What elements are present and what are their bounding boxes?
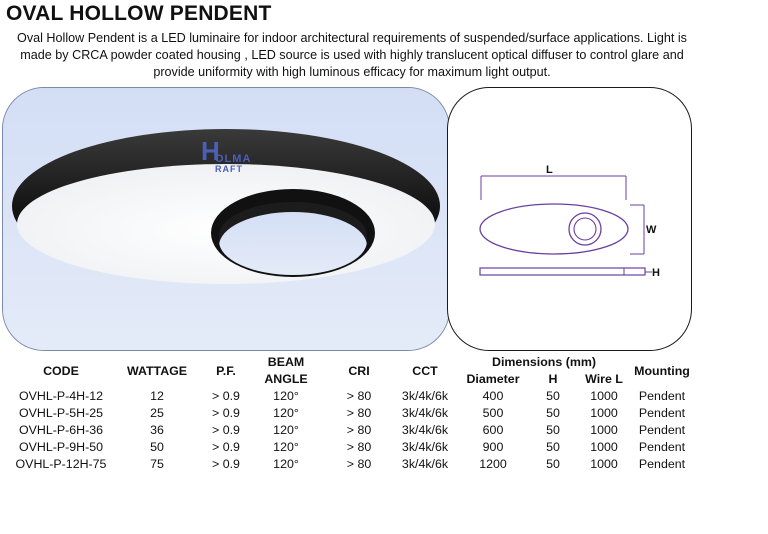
header-mounting: Mounting xyxy=(634,363,690,378)
cell-wattage: 75 xyxy=(150,457,164,471)
cell-pf: > 0.9 xyxy=(212,389,240,403)
cell-wire: 1000 xyxy=(590,389,618,403)
cell-mounting: Pendent xyxy=(638,457,686,471)
page-title: OVAL HOLLOW PENDENT xyxy=(6,2,272,25)
cell-beam: 120° xyxy=(273,423,299,437)
cell-code: OVHL-P-12H-75 xyxy=(15,457,107,471)
cell-beam: 120° xyxy=(273,406,299,420)
header-dimensions: Dimensions (mm) xyxy=(492,355,596,369)
cell-beam: 120° xyxy=(273,457,299,471)
brand-watermark xyxy=(201,136,261,180)
cell-pf: > 0.9 xyxy=(212,406,240,420)
watermark-line1: OLMA xyxy=(215,153,252,165)
dimension-diagram-panel xyxy=(447,87,692,351)
header-cri: CRI xyxy=(348,363,370,378)
table-header-row xyxy=(14,354,694,371)
cell-code: OVHL-P-9H-50 xyxy=(18,440,103,454)
cell-mounting: Pendent xyxy=(638,406,686,420)
dimension-diagram xyxy=(448,88,691,350)
cell-mounting: Pendent xyxy=(638,389,686,403)
cell-h: 50 xyxy=(546,389,560,403)
dim-label-h: H xyxy=(652,267,660,279)
cell-pf: > 0.9 xyxy=(212,440,240,454)
cell-wire: 1000 xyxy=(590,457,618,471)
cell-wire: 1000 xyxy=(590,406,618,420)
cell-h: 50 xyxy=(546,423,560,437)
cell-diameter: 1200 xyxy=(479,457,507,471)
watermark-letter: H xyxy=(201,136,220,166)
cell-h: 50 xyxy=(546,406,560,420)
cell-cct: 3k/4k/6k xyxy=(401,423,449,437)
cell-cri: > 80 xyxy=(346,457,372,471)
product-description: Oval Hollow Pendent is a LED luminaire for indoor architectural requirements of suspended/surface applications. Light is made by CRCA powder coated housing , LED source is used with highly translucent optical diffuser to control glare and provide uniformity with high luminous efficacy for maximum light output. xyxy=(17,31,687,79)
header-code: CODE xyxy=(43,363,79,378)
header-beam-angle xyxy=(246,354,326,388)
cell-diameter: 900 xyxy=(482,440,504,454)
header-h: H xyxy=(548,372,558,386)
cell-h: 50 xyxy=(546,440,560,454)
cell-wattage: 36 xyxy=(150,423,164,437)
cell-cri: > 80 xyxy=(346,423,372,437)
cell-pf: > 0.9 xyxy=(212,423,240,437)
cell-code: OVHL-P-5H-25 xyxy=(18,406,103,420)
cell-wire: 1000 xyxy=(590,440,618,454)
cell-beam: 120° xyxy=(273,440,299,454)
table-row xyxy=(14,405,694,422)
cell-diameter: 400 xyxy=(482,389,504,403)
header-cct: CCT xyxy=(412,363,438,378)
cell-cri: > 80 xyxy=(346,389,372,403)
watermark-line2: RAFT xyxy=(215,164,243,174)
cell-diameter: 600 xyxy=(482,423,504,437)
cell-wattage: 12 xyxy=(150,389,164,403)
header-wire-l: Wire L xyxy=(585,372,623,386)
cell-h: 50 xyxy=(546,457,560,471)
table-row xyxy=(14,439,694,456)
dim-label-w: W xyxy=(646,224,657,236)
dim-label-l: L xyxy=(546,164,553,176)
table-row xyxy=(14,422,694,439)
cell-cri: > 80 xyxy=(346,440,372,454)
cell-wattage: 25 xyxy=(150,406,164,420)
cell-cct: 3k/4k/6k xyxy=(401,440,449,454)
cell-cct: 3k/4k/6k xyxy=(401,457,449,471)
header-diameter: Diameter xyxy=(466,372,520,386)
cell-mounting: Pendent xyxy=(638,440,686,454)
cell-code: OVHL-P-4H-12 xyxy=(18,389,103,403)
cell-mounting: Pendent xyxy=(638,423,686,437)
header-pf: P.F. xyxy=(216,363,236,378)
product-photo xyxy=(3,88,449,350)
header-beam-line2: ANGLE xyxy=(264,372,308,386)
cell-pf: > 0.9 xyxy=(212,457,240,471)
spec-table xyxy=(14,354,694,473)
cell-code: OVHL-P-6H-36 xyxy=(18,423,103,437)
table-row xyxy=(14,388,694,405)
cell-wire: 1000 xyxy=(590,423,618,437)
cell-cri: > 80 xyxy=(346,406,372,420)
cell-cct: 3k/4k/6k xyxy=(401,389,449,403)
cell-cct: 3k/4k/6k xyxy=(401,406,449,420)
cell-beam: 120° xyxy=(273,389,299,403)
header-wattage: WATTAGE xyxy=(126,363,188,378)
header-beam-line1: BEAM xyxy=(267,355,305,369)
cell-diameter: 500 xyxy=(482,406,504,420)
cell-wattage: 50 xyxy=(150,440,164,454)
table-row xyxy=(14,456,694,473)
product-photo-panel xyxy=(2,87,450,351)
